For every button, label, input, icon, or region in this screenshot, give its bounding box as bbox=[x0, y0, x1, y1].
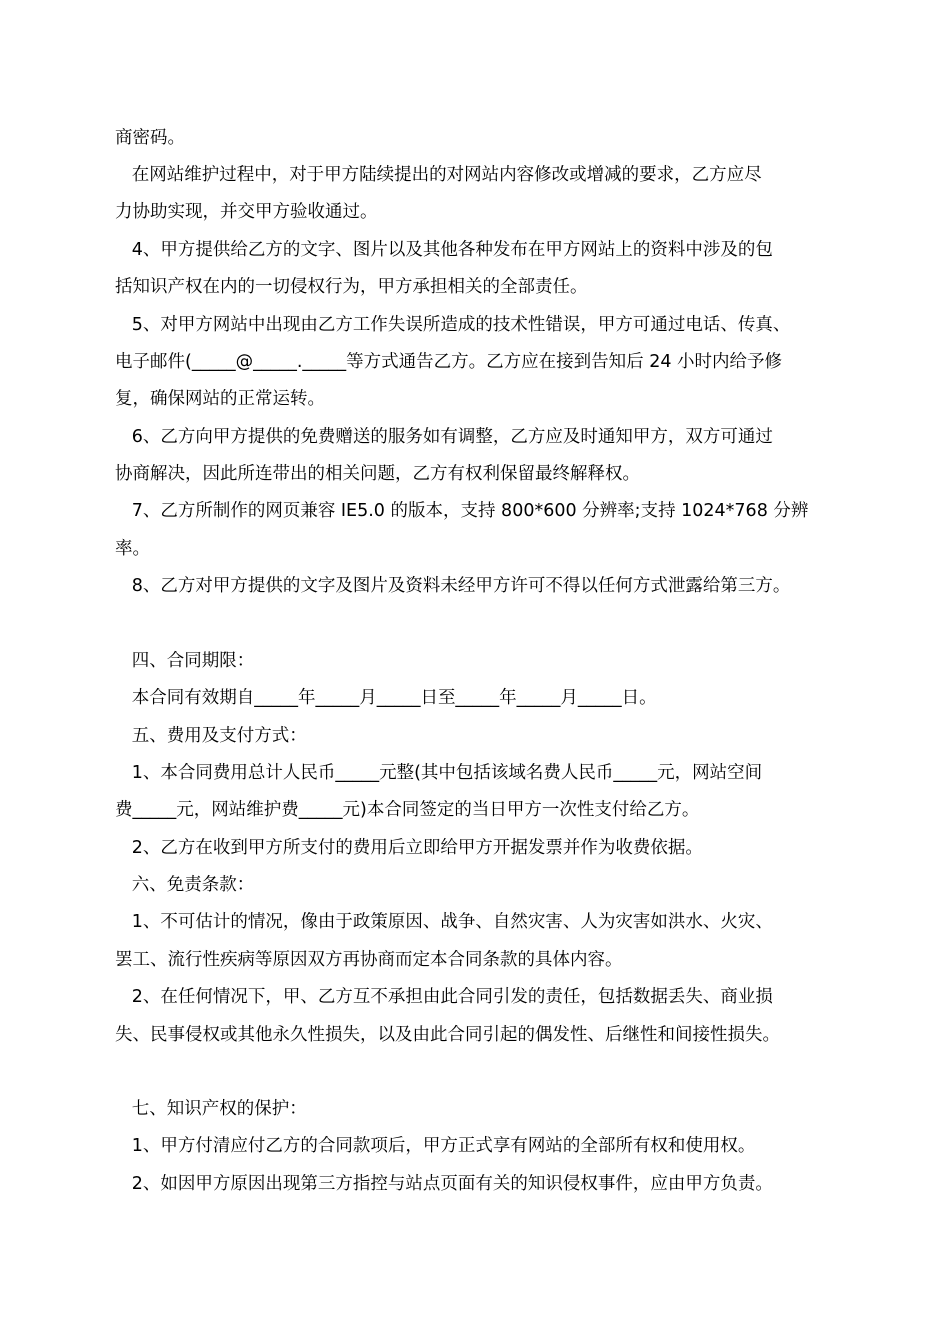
text-line: 罢工、流行性疾病等原因双方再协商而定本合同条款的具体内容。 bbox=[115, 950, 623, 970]
text-line: 8、乙方对甲方提供的文字及图片及资料未经甲方许可不得以任何方式泄露给第三方。 bbox=[115, 576, 791, 596]
text-line: 1、本合同费用总计人民币_____元整(其中包括该域名费人民币_____元，网站空间 bbox=[115, 763, 763, 783]
text-line: 6、乙方向甲方提供的免费赠送的服务如有调整，乙方应及时通知甲方，双方可通过 bbox=[115, 427, 773, 447]
text-line: 电子邮件(_____@_____._____等方式通告乙方。乙方应在接到告知后 24 小时内给予修 bbox=[115, 352, 783, 372]
text-line: 2、如因甲方原因出现第三方指控与站点页面有关的知识侵权事件，应由甲方负责。 bbox=[115, 1174, 773, 1194]
text-line: 协商解决，因此所连带出的相关问题，乙方有权利保留最终解释权。 bbox=[115, 464, 640, 484]
text-line: 1、不可估计的情况，像由于政策原因、战争、自然灾害、人为灾害如洪水、火灾、 bbox=[115, 912, 773, 932]
section-heading: 六、免责条款： bbox=[115, 875, 255, 895]
text-line: 本合同有效期自_____年_____月_____日至_____年_____月_____日。 bbox=[115, 688, 657, 708]
text-line: 失、民事侵权或其他永久性损失，以及由此合同引起的偶发性、后继性和间接性损失。 bbox=[115, 1025, 780, 1045]
text-line: 商密码。 bbox=[115, 128, 185, 148]
text-line: 括知识产权在内的一切侵权行为，甲方承担相关的全部责任。 bbox=[115, 277, 588, 297]
text-line: 复，确保网站的正常运转。 bbox=[115, 389, 325, 409]
text-line: 5、对甲方网站中出现由乙方工作失误所造成的技术性错误，甲方可通过电话、传真、 bbox=[115, 315, 791, 335]
text-line: 费_____元，网站维护费_____元)本合同签定的当日甲方一次性支付给乙方。 bbox=[115, 800, 700, 820]
section-heading: 四、合同期限： bbox=[115, 651, 255, 671]
text-line: 4、甲方提供给乙方的文字、图片以及其他各种发布在甲方网站上的资料中涉及的包 bbox=[115, 240, 773, 260]
text-line: 力协助实现，并交甲方验收通过。 bbox=[115, 202, 378, 222]
text-line: 1、甲方付清应付乙方的合同款项后，甲方正式享有网站的全部所有权和使用权。 bbox=[115, 1136, 756, 1156]
text-line: 7、乙方所制作的网页兼容 IE5.0 的版本，支持 800*600 分辨率;支持 1024*768 分辨 bbox=[115, 501, 809, 521]
text-line: 2、乙方在收到甲方所支付的费用后立即给甲方开据发票并作为收费依据。 bbox=[115, 838, 703, 858]
section-heading: 七、知识产权的保护： bbox=[115, 1099, 307, 1119]
text-line: 在网站维护过程中，对于甲方陆续提出的对网站内容修改或增减的要求，乙方应尽 bbox=[115, 165, 762, 185]
section-heading: 五、费用及支付方式： bbox=[115, 726, 307, 746]
text-line: 率。 bbox=[115, 539, 150, 559]
text-line: 2、在任何情况下，甲、乙方互不承担由此合同引发的责任，包括数据丢失、商业损 bbox=[115, 987, 773, 1007]
